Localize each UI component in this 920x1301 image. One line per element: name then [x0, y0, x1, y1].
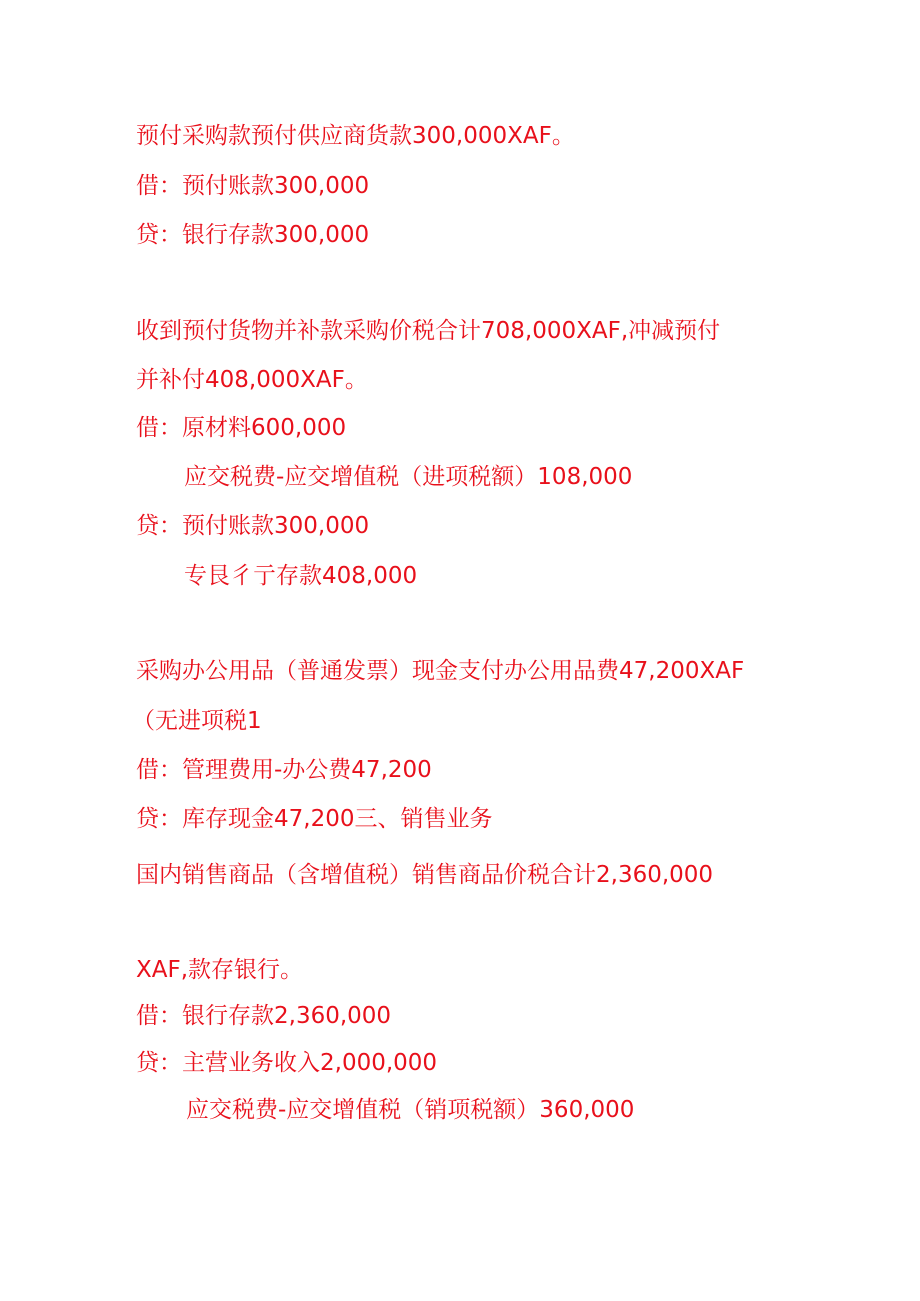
entry-3-credit: 贷：库存现金47,200三、销售业务 [136, 806, 493, 832]
entry-4-credit: 贷：主营业务收入2,000,000 [136, 1050, 438, 1076]
entry-2-credit: 贷：预付账款300,000 [136, 513, 370, 539]
entry-3-debit: 借：管理费用-办公费47,200 [136, 757, 432, 783]
entry-1-credit: 贷：银行存款300,000 [136, 222, 370, 248]
entry-2-credit-bank: 专艮彳亍存款408,000 [184, 563, 418, 589]
entry-3-description-cont: （无进项税1 [132, 708, 262, 734]
entry-4-description: 国内销售商品（含增值税）销售商品价税合计2,360,000 [136, 862, 714, 888]
entry-4-debit: 借：银行存款2,360,000 [136, 1003, 392, 1029]
entry-4-credit-tax: 应交税费-应交增值税（销项税额）360,000 [186, 1097, 635, 1123]
entry-2-debit-tax: 应交税费-应交增值税（进项税额）108,000 [184, 464, 633, 490]
entry-2-description: 收到预付货物并补款采购价税合计708,000XAF,冲减预付 [136, 318, 721, 344]
entry-3-description: 采购办公用品（普通发票）现金支付办公用品费47,200XAF [136, 658, 745, 684]
entry-2-debit: 借：原材料600,000 [136, 415, 347, 441]
entry-4-description-cont: XAF,款存银行。 [136, 957, 304, 983]
entry-1-debit: 借：预付账款300,000 [136, 173, 370, 199]
entry-2-description-cont: 并补付408,000XAF。 [136, 367, 368, 393]
entry-1-description: 预付采购款预付供应商货款300,000XAF。 [136, 123, 575, 149]
